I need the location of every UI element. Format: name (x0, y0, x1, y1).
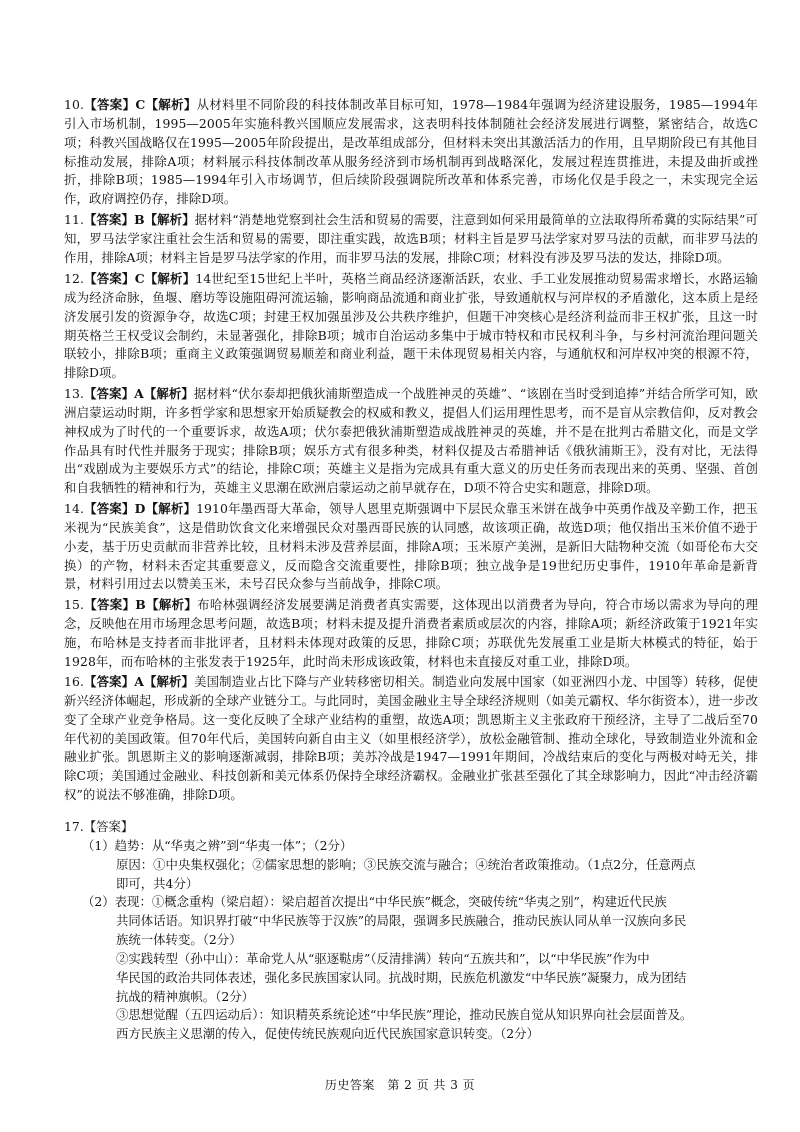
page-footer: 历史答案 第 2 页 共 3 页 (324, 1078, 476, 1092)
answer-17-line: 西方民族主义思潮的传入，促使传统民族观向近代民族国家意识转变。（2分） (116, 1026, 539, 1042)
question-number: 15. (64, 597, 85, 612)
answer-11 (64, 211, 758, 268)
answer-text: 14世纪至15世纪上半叶，英格兰商品经济逐渐活跃，农业、手工业发展推动贸易需求增长，水路运输成为经济命脉，鱼堰、磨坊等设施阻碍河流运输，影响商品流通和商业扩张，导致通航权与河岸权的矛盾激化，这本质上是经济发展引发的资源争夺，故选C项；封建王权加强虽涉及公共秩序维护，但题干冲突核心是经济利益而非王权扩张，且这一时期英格兰王权受议会制约，未显著强化，排除B项；城市自治运动多集中于城市特权和市民权利斗争，与乡村河流治理问题关联较小，排除B项；重商主义政策强调贸易顺差和商业利益，题干未体现贸易相关内容，与通航权和河岸权冲突的根源不符，排除D项。 (64, 271, 758, 381)
answer-heading: 【答案】B【解析】 (84, 597, 198, 612)
answer-text: 美国制造业占比下降与产业转移密切相关。制造业向发展中国家（如亚洲四小龙、中国等）转移，促使新兴经济体崛起，形成新的全球产业链分工。与此同时，美国金融业主导全球经济规则（如美元霸权、华尔街资本），进一步改变了全球产业竞争格局。这一变化反映了全球产业结构的重塑，故选A项；凯恩斯主义主张政府干预经济，主导了二战后至70年代初的美国政策。但70年代后，美国转向新自由主义（如里根经济学），放松金融管制、推动全球化，导致制造业外流和金融业扩张。凯恩斯主义的影响逐渐减弱，排除B项；美苏冷战是1947—1991年期间，冷战结束后的变化与两极对峙无关，排除C项；美国通过金融业、科技创新和美元体系仍保持全球经济霸权。金融业扩张甚至强化了其全球影响力，因此“冲击经济霸权”的说法不够准确，排除D项。 (64, 674, 759, 803)
answer-16 (64, 673, 758, 805)
question-number: 13. (64, 386, 85, 401)
answer-12 (64, 270, 758, 383)
answer-17-line: ③思想觉醒（五四运动后）：知识精英系统论述“中华民族”理论，推动民族自觉从知识界向社会层面普及。 (116, 1007, 693, 1023)
answer-17-line: 抗战的精神旗帜。（2分） (116, 988, 254, 1004)
answer-heading: 【答案】A【解析】 (84, 674, 195, 689)
answer-14 (64, 500, 758, 594)
question-number: 17.【答案】 (64, 819, 134, 834)
question-number: 14. (64, 501, 85, 516)
answer-17-line: 族统一体转变。（2分） (116, 932, 242, 948)
answer-17-line: 华民国的政治共同体表述，强化多民族国家认同。抗战时期，民族危机激发“中华民族”凝聚力，成为团结 (116, 969, 687, 985)
answer-17-line: ②实践转型（孙中山）：革命党人从“驱逐鞑虏”（反清排满）转向“五族共和”，以“中华民族”作为中 (116, 950, 650, 966)
answer-text: 据材料“伏尔泰却把俄狄浦斯塑造成一个战胜神灵的英雄”、“该剧在当时受到追捧”并结合所学可知，欧洲启蒙运动时期，许多哲学家和思想家开始质疑教会的权威和教义，提倡人们运用理性思考，而不是盲从宗教信仰，反对教会神权成为了时代的一个重要诉求，故选A项；伏尔泰把俄狄浦斯塑造成战胜神灵的英雄，并不是在批判古希腊文化，而是文学作品具有时代性并服务于现实；排除B项；娱乐方式有很多种类，材料仅提及古希腊神话《俄狄浦斯王》，没有对比，无法得出“戏剧成为主要娱乐方式”的结论，排除C项；英雄主义是指为完成具有重大意义的历史任务而表现出来的英勇、坚强、首创和自我牺牲的精神和行为，英雄主义思潮在欧洲启蒙运动之前早就存在，D项不符合史实和题意，排除D项。 (64, 386, 758, 496)
question-number: 16. (64, 674, 85, 689)
answer-text: 布哈林强调经济发展要满足消费者真实需要，这体现出以消费者为导向，符合市场以需求为导向的理念，反映他在用市场理念思考问题，故选B项；材料未提及提升消费者素质或层次的内容，排除A项；新经济政策于1921年实施，布哈林是支持者而非批评者，且材料未体现对政策的反思，排除C项；苏联优先发展重工业是斯大林模式的特征，始于1928年，而布哈林的主张发表于1925年，此时尚未形成该政策，材料也未直接反对重工业，排除D项。 (64, 597, 758, 669)
answer-text: 1910年墨西哥大革命，领导人恩里克斯强调中下层民众靠玉米饼在战争中英勇作战及辛勤工作，把玉米视为“民族美食”，这是借助饮食文化来增强民众对墨西哥民族的认同感，故该项正确，故选D项；他仅指出玉米价值不逊于小麦，基于历史贡献而非营养比较，且材料未涉及营养层面，排除A项；玉米原产美洲，是新旧大陆物种交流（如哥伦布大交换）的产物，材料未否定其重要意义，反而隐含交流重要性，排除B项；独立战争是19世纪历史事件，1910年革命是新背景，材料引用过去以赞美玉米，未号召民众参与当前战争，排除C项。 (64, 501, 758, 592)
answer-17-line: （2）表现：①概念重构（梁启超）：梁启超首次提出“中华民族”概念，突破传统“华夷之别”，构建近代民族 (82, 894, 667, 910)
answer-10 (64, 96, 758, 209)
answer-17-line: 即可，共4分） (116, 875, 199, 891)
question-number: 10. (64, 97, 85, 112)
answer-text: 据材料“消楚地党察到社会生活和贸易的需要，注意到如何采用最简单的立法取得所希冀的实际结果”可知，罗马法学家注重社会生活和贸易的需要，即注重实践，故选B项；材料主旨是罗马法学家对罗马法的贡献，而非罗马法的作用，排除A项；材料主旨是罗马法学家的作用，而非罗马法的发展，排除C项；材料没有涉及罗马法的发达，排除D项。 (64, 212, 758, 265)
answer-17-line: 原因：①中央集权强化；②儒家思想的影响；③民族交流与融合；④统治者政策推动。（1点2分，任意两点 (116, 856, 696, 872)
answer-17-line: （1）趋势：从“华夷之辨”到“华夷一体”；（2分） (82, 837, 353, 853)
answer-13 (64, 385, 758, 498)
question-number: 12. (64, 271, 85, 286)
answer-heading: 【答案】C【解析】 (84, 271, 196, 286)
answer-15 (64, 596, 758, 671)
answer-heading: 【答案】B【解析】 (84, 212, 195, 227)
answer-text: 从材料里不同阶段的科技体制改革目标可知，1978—1984年强调为经济建设服务，1985—1994年引入市场机制，1995—2005年实施科教兴国顺应发展需求，这表明科技体制随社会经济发展进行调整，紧密结合，故选C项；科教兴国战略仅在1995—2005年阶段提出，是改革组成部分，但材料未突出其激活活力的作用，且早期阶段已有其他目标推动发展，排除A项；材料展示科技体制改革从服务经济到市场机制再到战略深化，发展过程连贯推进，未提及曲折或挫折，排除B项；1985—1994年引入市场调节，但后续阶段强调院所改革和体系完善，市场化仅是手段之一，未实现完全运作，政府调控仍存，排除D项。 (64, 97, 758, 207)
answer-heading: 【答案】A【解析】 (84, 386, 194, 401)
answer-heading: 【答案】C【解析】 (84, 97, 197, 112)
answer-17-line: 共同体话语。知识界打破“中华民族等于汉族”的局限，强调多民族融合，推动民族认同从单一汉族向多民 (116, 913, 687, 929)
answer-heading: 【答案】D【解析】 (84, 501, 197, 516)
question-number: 11. (64, 212, 85, 227)
